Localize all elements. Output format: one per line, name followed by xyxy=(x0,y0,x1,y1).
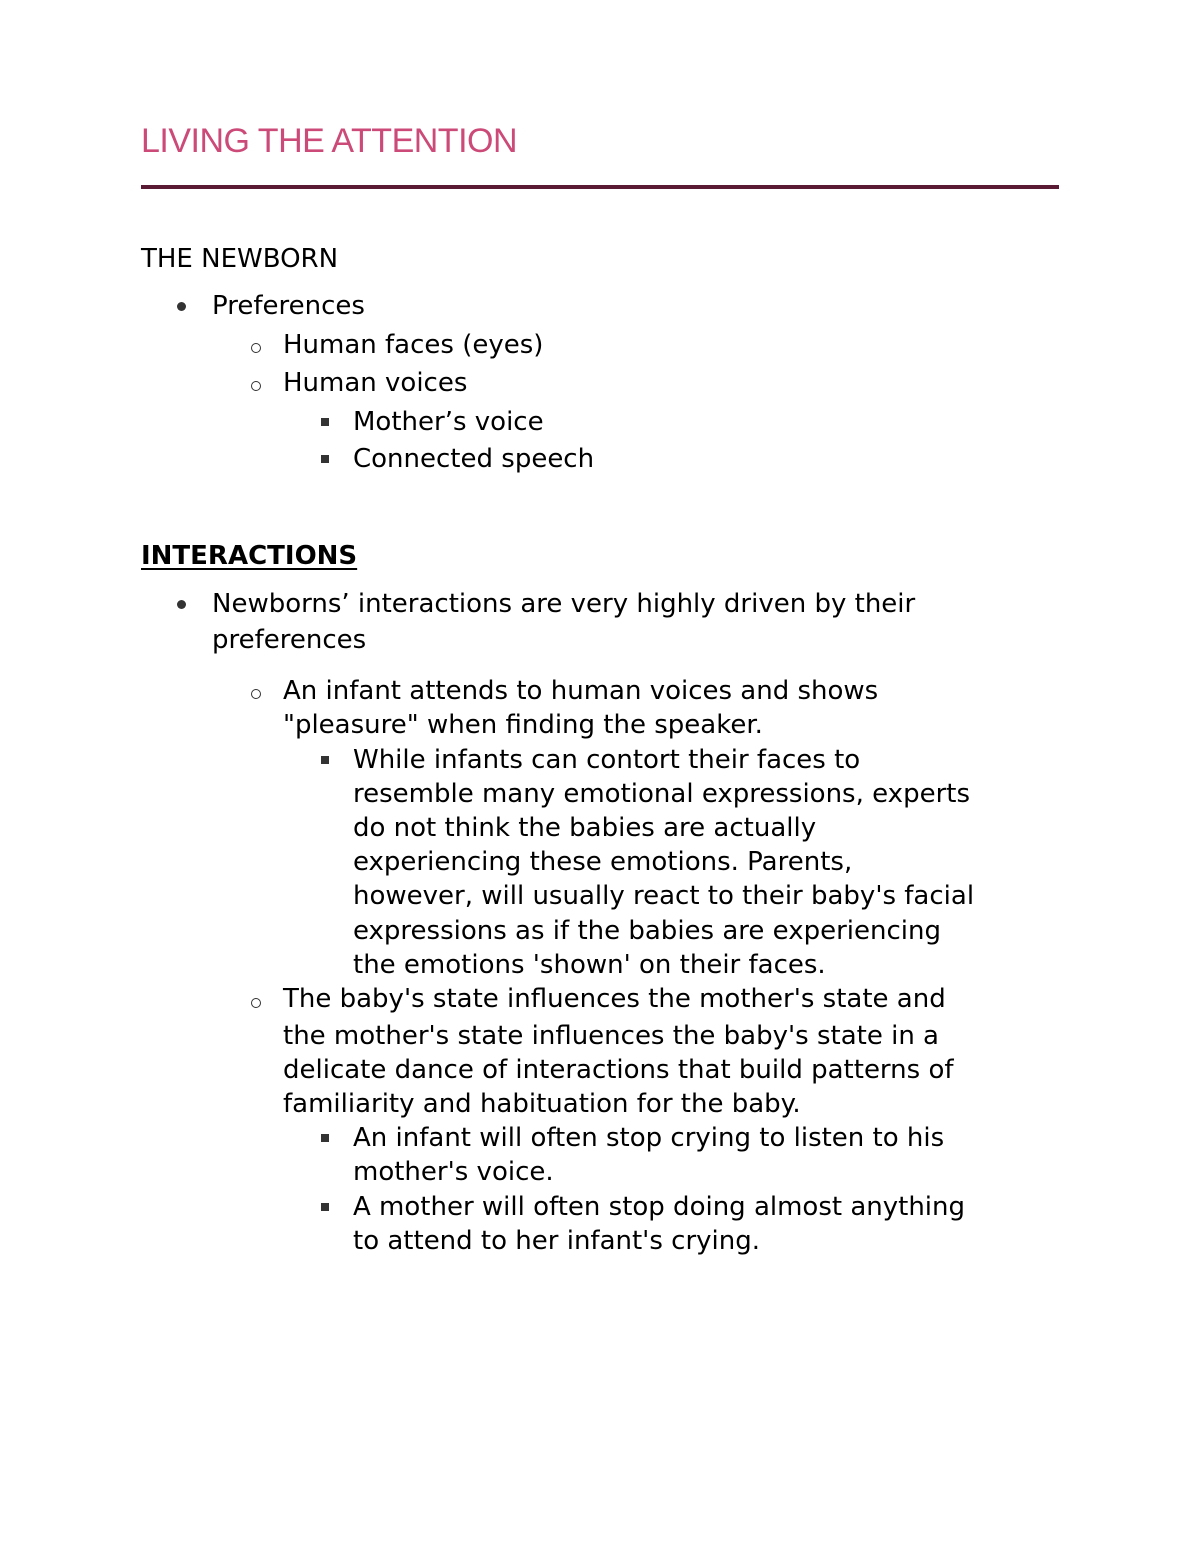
paragraph-line: experiencing these emotions. Parents, xyxy=(353,847,853,877)
paragraph-line: The baby's state influences the mother's state and xyxy=(283,984,946,1014)
paragraph-line: resemble many emotional expressions, experts xyxy=(353,779,970,809)
list-item-connected-speech: Connected speech xyxy=(353,444,595,474)
bullet-circle-icon xyxy=(251,381,261,391)
bullet-square-icon xyxy=(321,418,329,426)
bullet-dot-icon xyxy=(177,302,186,311)
document-title: LIVING THE ATTENTION xyxy=(141,122,518,160)
paragraph-line: While infants can contort their faces to xyxy=(353,745,861,775)
bullet-square-icon xyxy=(321,756,329,764)
paragraph-line: preferences xyxy=(212,625,367,655)
paragraph-line: An infant will often stop crying to listen to his xyxy=(353,1123,945,1153)
section-heading-newborn: THE NEWBORN xyxy=(141,244,339,274)
paragraph-line: to attend to her infant's crying. xyxy=(353,1226,760,1256)
bullet-dot-icon xyxy=(177,600,186,609)
section-heading-interactions: INTERACTIONS xyxy=(141,541,358,571)
title-divider xyxy=(141,185,1059,189)
bullet-circle-icon xyxy=(251,689,261,699)
bullet-circle-icon xyxy=(251,343,261,353)
paragraph-line: expressions as if the babies are experiencing xyxy=(353,916,941,946)
list-item-preferences: Preferences xyxy=(212,291,365,321)
paragraph-line: do not think the babies are actually xyxy=(353,813,817,843)
paragraph-line: the emotions 'shown' on their faces. xyxy=(353,950,826,980)
paragraph-line: however, will usually react to their baby's facial xyxy=(353,881,975,911)
paragraph-line: Newborns’ interactions are very highly driven by their xyxy=(212,589,916,619)
list-item-human-voices: Human voices xyxy=(283,368,468,398)
paragraph-line: mother's voice. xyxy=(353,1157,554,1187)
paragraph-line: "pleasure" when finding the speaker. xyxy=(283,710,763,740)
paragraph-line: the mother's state influences the baby's state in a xyxy=(283,1021,939,1051)
list-item-human-faces: Human faces (eyes) xyxy=(283,330,544,360)
bullet-square-icon xyxy=(321,1134,329,1142)
bullet-square-icon xyxy=(321,455,329,463)
bullet-circle-icon xyxy=(251,998,261,1008)
paragraph-line: A mother will often stop doing almost anything xyxy=(353,1192,966,1222)
paragraph-line: delicate dance of interactions that build patterns of xyxy=(283,1055,954,1085)
paragraph-line: An infant attends to human voices and shows xyxy=(283,676,879,706)
bullet-square-icon xyxy=(321,1203,329,1211)
paragraph-line: familiarity and habituation for the baby. xyxy=(283,1089,801,1119)
list-item-mothers-voice: Mother’s voice xyxy=(353,407,544,437)
